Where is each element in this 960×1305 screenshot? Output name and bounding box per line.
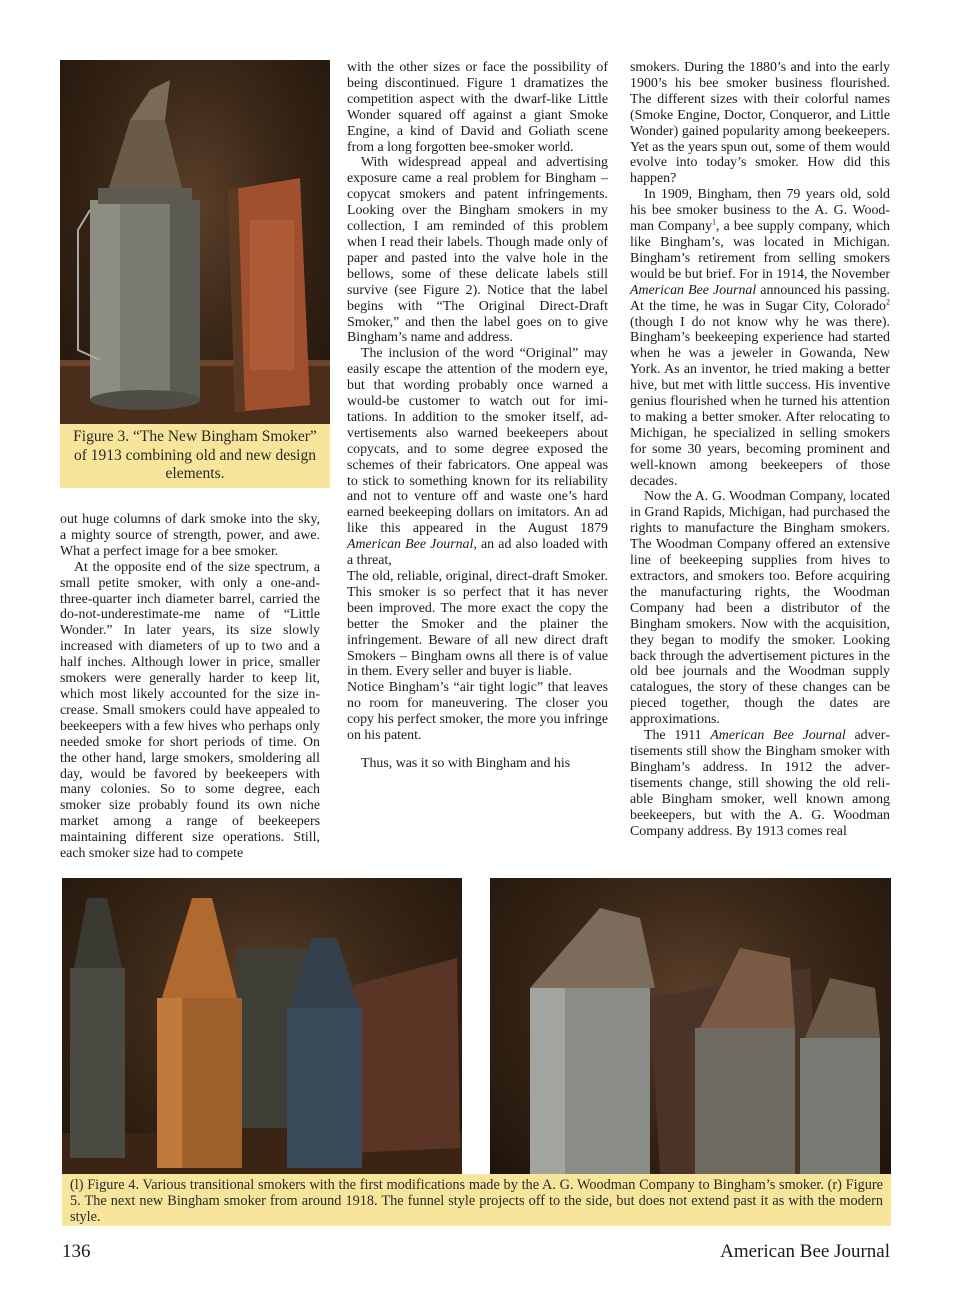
col2-blockquote: The old, reliable, original, direct-draft Smoker. This smoker is so perfect that it has never been improved. The more exact the copy the better the Smoker and the plainer the infringement. Beware of all new direct draft Smokers – Bingham owns all there is of value in them. Every seller and buyer is liable. <box>347 569 608 680</box>
col2-paragraph-4: Notice Bingham’s “air tight logic” that leaves no room for maneuvering. The closer you copy his perfect smoker, the more you infringe on his patent. <box>347 680 608 744</box>
col2-paragraph-5: Thus, was it so with Bingham and his <box>361 755 571 771</box>
col2-paragraph-2: With widespread appeal and advertising exposure came a real problem for Bingham – copycat smokers and patent infringements. Looking over the Bingham smokers in my collection, I am reminded of this problem when I read their labels. Though made only of paper and pasted into the valve hole in the bellows, some of these delicate labels still survive (see Figure 2). Notice that the label begins with “The Original Direct-Draft Smoker,” and then the label goes on to give Bingham’s name and address. <box>347 155 608 346</box>
col2-paragraph-1: with the other sizes or face the possibility of being discontinued. Figure 1 dramatizes the competition aspect with the dwarf-like Little Wonder squared off against a giant Smoke Engine, a kind of David and Goliath scene from a long forgotten bee-smoker world. <box>347 60 608 155</box>
figure-4-photo <box>62 878 462 1174</box>
transitional-smokers-illustration <box>62 878 462 1174</box>
col1-paragraph-1: out huge columns of dark smoke into the sky, a mighty source of strength, power, and awe. What a perfect image for a bee smoker. <box>60 512 320 559</box>
figure-3-caption: Figure 3. “The New Bingham Smoker” of 1913 combining old and new design elements. <box>73 428 317 483</box>
bingham-1918-smoker-illustration <box>490 878 891 1174</box>
col3-paragraph-1: smokers. During the 1880’s and into the early 1900’s his bee smoker business flourished. The different sizes with their colorful names (Smoke Engine, Doctor, Conqueror, and Little Wonder) gained popularity among beekeepers. Yet as the years spun out, some of them would evolve into today’s smoker. How did this happen? <box>630 60 890 187</box>
col3-paragraph-2: In 1909, Bingham, then 79 years old, sold his bee smoker business to the A. G. Woodman Company$^1$, a bee supply company, which like Bingham’s, was located in Michigan. Bingham’s retirement from selling smokers would be but brief. For in 1914, the November American Bee Journal announced his passing. At the time, he was in Sugar City, Colorado$^2$ (though I do not know why he was there). Bingham’s beekeeping experience had started when he was a jeweler in Gowanda, New York. As an inventor, he tried making a better hive, but met with little success. His inventive genius flourished when he turned his attention to making a better smoker. After relocating to Michigan, he specialized in selling smokers for some 30 years, becoming prominent and well-known among beekeepers of those decades. <box>630 187 891 489</box>
col1-paragraph-2: At the opposite end of the size spectrum, a small petite smoker, with only a one-and-three-quarter inch diameter barrel, carried the do-not-underestimate-me name of “Little Wonder.” In later years, its size slowly increased with diameters of up to two and a half inches. Although lower in price, smaller smokers were generally harder to keep lit, which most likely accounted for the size increase. Small smokers could have appealed to beekeepers with a few hives who perhaps only needed smoke for short periods of time. On the other hand, large smokers, smoldering all day, would be favored by beekeepers with many colonies. So to some degree, each smoker size probably found its own niche market among a range of beekeepers maintaining different size operations. Still, each smoker size had to compete <box>60 559 320 862</box>
figure-5-photo <box>490 878 891 1174</box>
bingham-smoker-illustration <box>60 60 330 424</box>
col2-paragraph-3: The inclusion of the word “Original” may easily escape the attention of the modern eye, but that wording probably once warned a would-be customer to watch out for imitations. In addition to the smoker itself, advertisements also warned beekeepers about copycats, and to some degree exposed the schemes of their fabricators. One appeal was to stick to something known for its reliability and not to venture off and waste one’s hard earned beekeeping dollars on imitators. An ad like this appeared in the August 1879 American Bee Journal, an ad also loaded with a threat, <box>347 346 608 569</box>
figures-4-5-caption: (l) Figure 4. Various transitional smokers with the first modifications made by the A. G. Woodman Company to Bingham’s smoker. (r) Figure 5. The next new Bingham smoker from around 1918. The funnel style projects off to the side, but does not extend past it as with the modern style. <box>70 1177 883 1225</box>
col3-paragraph-4: The 1911 American Bee Journal advertisements still show the Bingham smoker with Bingham’s address. In 1912 the advertisements change, still showing the old reliable Bingham smoker, well known among beekeepers, but with the A. G. Woodman Company address. By 1913 comes real <box>630 728 891 839</box>
column-3 <box>630 60 890 839</box>
column-1 <box>60 512 320 862</box>
figures-4-5-caption-box <box>62 1174 891 1226</box>
journal-title: American Bee Journal <box>720 1241 890 1262</box>
figure-3-photo <box>60 60 330 424</box>
column-2 <box>347 60 608 772</box>
col3-paragraph-3: Now the A. G. Woodman Company, located in Grand Rapids, Michigan, had purchased the rights to manufacture the Bingham smokers. The Woodman Company offered an extensive line of beekeeping supplies from hives to extractors, and smokers too. Before acquiring the manufacturing rights, the Woodman Company had been a distributor of the Bingham smokers. Now with the acquisition, they began to modify the smoker. Looking back through the advertisement pictures in the old bee journals and the Woodman supply catalogues, the story of these changes can be pieced together, though the dates are approximations. <box>630 489 890 728</box>
page-number: 136 <box>62 1241 91 1262</box>
figure-3-caption-box <box>60 424 330 488</box>
